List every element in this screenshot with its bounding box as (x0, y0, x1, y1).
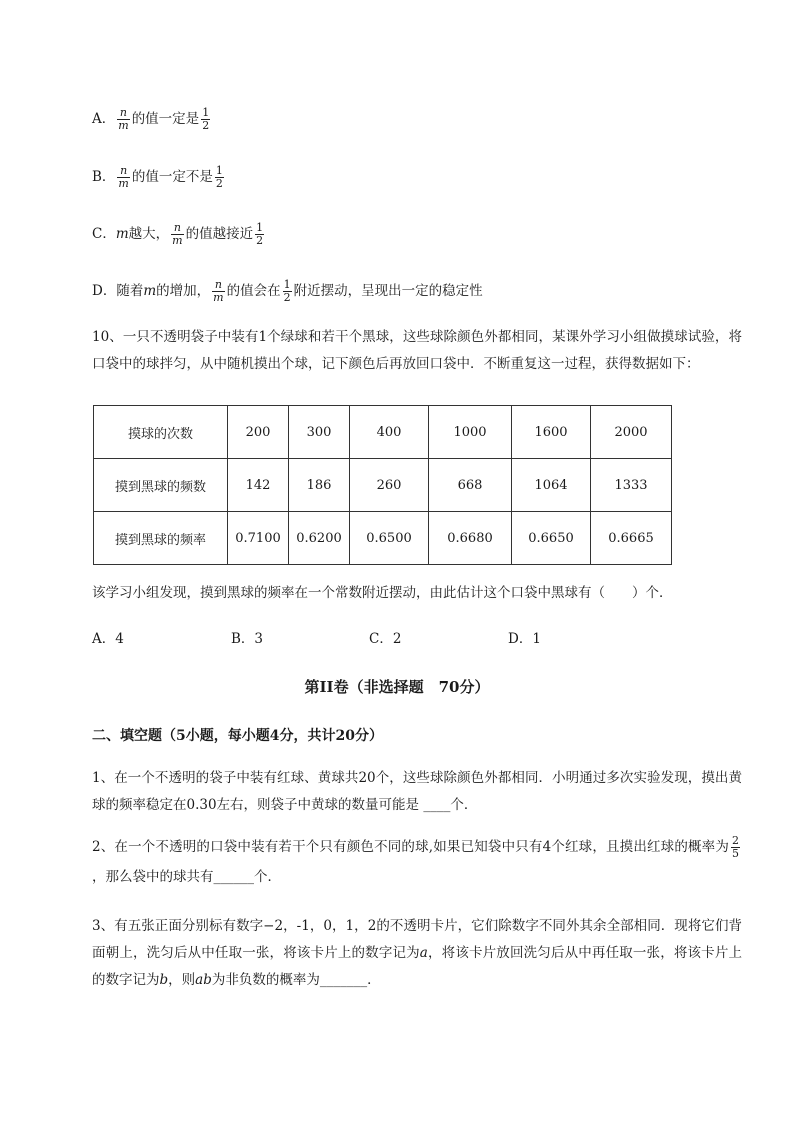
choice-b: B．3 (231, 631, 264, 647)
fill-question-1: 1、在一个不透明的袋子中装有红球、黄球共20个，这些球除颜色外都相同．小明通过多次实验发现，摸出黄球的频率稳定在0.30左右，则袋子中黄球的数量可能是 ____个． (92, 770, 742, 813)
table-row-header: 摸球的次数 (94, 406, 228, 459)
option-b: B． $\frac{n}{m}$ 的值一定不是 $\frac{1}{2}$ (92, 164, 223, 190)
question-10-conclusion: 该学习小组发现，摸到黑球的频率在一个常数附近摆动，由此估计这个口袋中黑球有（ ）个． (92, 585, 673, 601)
table-row (94, 512, 672, 565)
table-cell: 1600 (512, 406, 591, 459)
option-a: A． $\frac{n}{m}$ 的值一定是 $\frac{1}{2}$ (92, 106, 210, 132)
table-cell: 142 (228, 459, 289, 512)
option-c: C．m越大， $\frac{n}{m}$ 的值越接近 $\frac{1}{2}$ (92, 221, 264, 247)
table-row (94, 459, 672, 512)
fraction-n-over-m: $\frac{n}{m}$ (213, 278, 224, 304)
table-cell: 0.7100 (228, 512, 289, 565)
table-cell: 668 (429, 459, 512, 512)
table-cell: 1000 (429, 406, 512, 459)
fraction-two-fifths: $\frac{2}{5}$ (732, 834, 739, 860)
table-cell: 0.6680 (429, 512, 512, 565)
fraction-one-half: $\frac{1}{2}$ (202, 106, 210, 132)
fraction-n-over-m: $\frac{n}{m}$ (118, 106, 129, 132)
table-cell: 200 (228, 406, 289, 459)
data-table (93, 405, 672, 565)
choice-d: D．1 (508, 631, 541, 647)
table-cell: 300 (289, 406, 350, 459)
table-row (94, 406, 672, 459)
table-cell: 1333 (591, 459, 672, 512)
table-cell: 2000 (591, 406, 672, 459)
fraction-n-over-m: $\frac{n}{m}$ (118, 164, 129, 190)
question-10-choices (92, 627, 652, 647)
table-row-header: 摸到黑球的频数 (94, 459, 228, 512)
fill-in-section-heading: 二、填空题（5小题，每小题4分，共计20分） (92, 728, 383, 744)
data-table-body (94, 406, 672, 565)
fraction-one-half: $\frac{1}{2}$ (215, 164, 223, 190)
question-10-stem: 10、一只不透明袋子中装有1个绿球和若干个黑球，这些球除颜色外都相同，某课外学习小组做摸球试验，将口袋中的球拌匀，从中随机摸出个球，记下颜色后再放回口袋中．不断重复这一过程，获得数据如下： (92, 329, 742, 372)
choice-c: C．2 (369, 631, 402, 647)
fraction-n-over-m: $\frac{n}{m}$ (172, 221, 183, 247)
table-cell: 0.6200 (289, 512, 350, 565)
fill-question-2: 2、在一个不透明的口袋中装有若干个只有颜色不同的球,如果已知袋中只有4个红球，且摸出红球的概率为 $\frac{2}{5}$ ，那么袋中的球共有______个． (92, 834, 739, 885)
table-cell: 1064 (512, 459, 591, 512)
fill-question-3: 3、有五张正面分别标有数字−2，-1，0，1，2的不透明卡片，它们除数字不同外其余全部相同．现将它们背面朝上，洗匀后从中任取一张，将该卡片上的数字记为a，将该卡片放回洗匀后从中再任取一张，将该卡片上的数字记为b，则ab为非负数的概率为_______． (92, 918, 742, 988)
table-cell: 186 (289, 459, 350, 512)
fraction-one-half: $\frac{1}{2}$ (283, 278, 291, 304)
table-cell: 260 (350, 459, 429, 512)
table-cell: 0.6665 (591, 512, 672, 565)
table-cell: 0.6650 (512, 512, 591, 565)
table-row-header: 摸到黑球的频率 (94, 512, 228, 565)
table-cell: 0.6500 (350, 512, 429, 565)
table-cell: 400 (350, 406, 429, 459)
fraction-one-half: $\frac{1}{2}$ (256, 221, 264, 247)
choice-a: A．4 (92, 631, 124, 647)
part-2-title: 第II卷（非选择题 70分） (304, 678, 490, 696)
option-d: D．随着m的增加， $\frac{n}{m}$ 的值会在 $\frac{1}{2}$ 附近摆动，呈现出一定的稳定性 (92, 278, 483, 304)
